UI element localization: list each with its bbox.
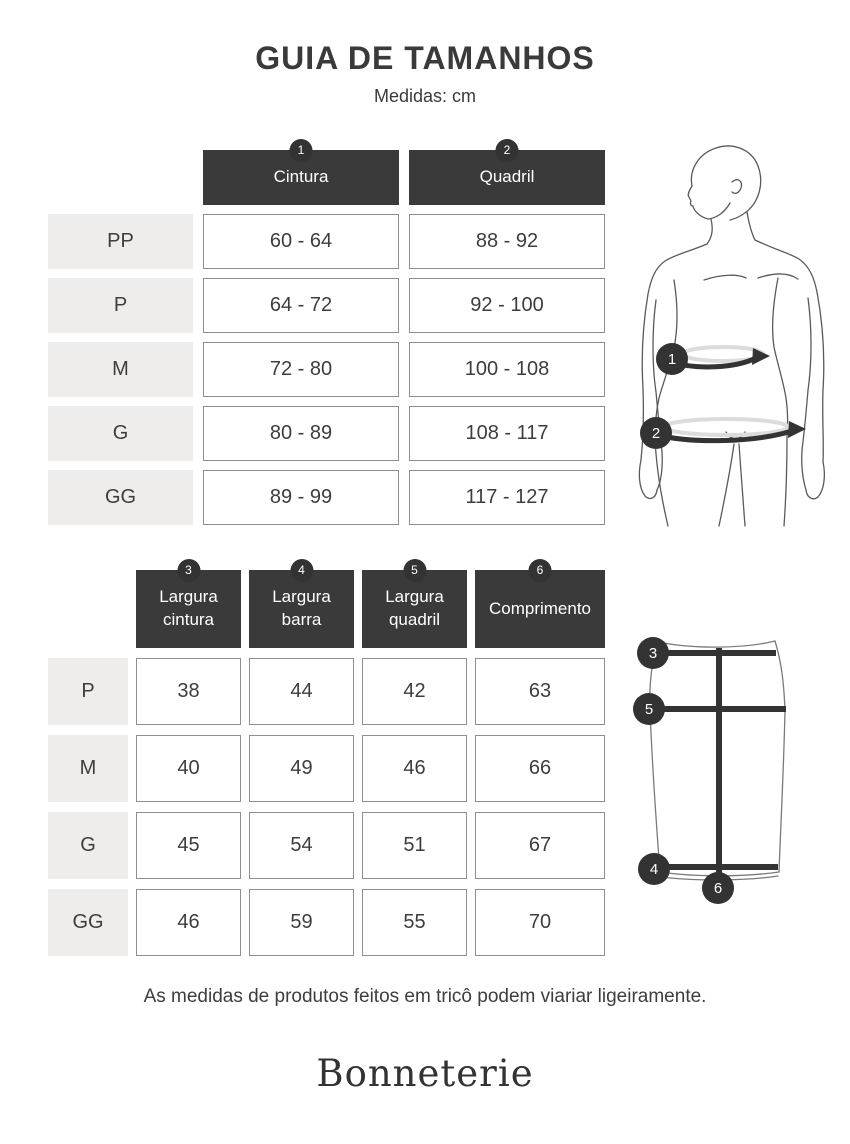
garment-measurements-table (48, 563, 605, 956)
marker-5-badge: 5 (403, 559, 426, 582)
table-cell: 46 (362, 735, 467, 802)
table-cell: 72 - 80 (203, 342, 399, 397)
column-header-quadril (409, 143, 605, 205)
table-cell: 40 (136, 735, 241, 802)
marker-3-badge: 3 (177, 559, 200, 582)
hip-marker-number: 2 (651, 425, 661, 442)
size-row-label: M (48, 735, 128, 802)
table-cell: 67 (475, 812, 605, 879)
column-header-label: Largura quadril (385, 587, 444, 629)
table-cell: 108 - 117 (409, 406, 605, 461)
skirt-figure-illustration (628, 618, 828, 914)
skirt-waist-marker-number: 3 (648, 645, 658, 662)
size-row-label: P (48, 658, 128, 725)
table-cell: 88 - 92 (409, 214, 605, 269)
table-cell: 55 (362, 889, 467, 956)
table-cell: 92 - 100 (409, 278, 605, 333)
column-header-comprimento (475, 563, 605, 648)
table-cell: 63 (475, 658, 605, 725)
size-row-label: M (48, 342, 193, 397)
column-header-largura-quadril (362, 563, 467, 648)
disclaimer-note: As medidas de produtos feitos em tricô podem viariar ligeiramente. (143, 986, 707, 1007)
table-cell: 59 (249, 889, 354, 956)
skirt-hem-marker-number: 4 (649, 861, 659, 878)
table-cell: 64 - 72 (203, 278, 399, 333)
table-cell: 46 (136, 889, 241, 956)
size-row-label: G (48, 812, 128, 879)
column-header-largura-cintura (136, 563, 241, 648)
size-row-label: GG (48, 889, 128, 956)
table-cell: 45 (136, 812, 241, 879)
size-row-label: G (48, 406, 193, 461)
table-cell: 49 (249, 735, 354, 802)
size-row-label: P (48, 278, 193, 333)
table-cell: 38 (136, 658, 241, 725)
waist-marker-number: 1 (667, 351, 677, 368)
column-header-cintura (203, 143, 399, 205)
column-header-label: Cintura (273, 167, 329, 187)
table-cell: 89 - 99 (203, 470, 399, 525)
column-header-label: Quadril (479, 167, 535, 187)
column-header-label: Largura barra (272, 587, 331, 629)
table-cell: 44 (249, 658, 354, 725)
table-corner-spacer (48, 150, 193, 205)
column-header-largura-barra (249, 563, 354, 648)
table-cell: 51 (362, 812, 467, 879)
table-cell: 54 (249, 812, 354, 879)
marker-4-badge: 4 (290, 559, 313, 582)
brand-logo: Bonneterie (316, 1052, 534, 1095)
table-cell: 80 - 89 (203, 406, 399, 461)
marker-2-badge: 2 (496, 139, 519, 162)
marker-1-badge: 1 (290, 139, 313, 162)
column-header-label: Comprimento (488, 598, 592, 618)
table-cell: 60 - 64 (203, 214, 399, 269)
size-row-label: PP (48, 214, 193, 269)
table-cell: 42 (362, 658, 467, 725)
table-cell: 100 - 108 (409, 342, 605, 397)
body-figure-illustration (626, 130, 850, 528)
table-cell: 66 (475, 735, 605, 802)
table-cell: 117 - 127 (409, 470, 605, 525)
size-row-label: GG (48, 470, 193, 525)
table-corner-spacer (48, 570, 128, 648)
skirt-hip-marker-number: 5 (644, 701, 654, 718)
skirt-length-marker-number: 6 (713, 880, 723, 897)
measure-unit-subtitle: Medidas: cm (373, 86, 477, 106)
body-measurements-table (48, 143, 605, 525)
marker-6-badge: 6 (529, 559, 552, 582)
table-cell: 70 (475, 889, 605, 956)
column-header-label: Largura cintura (159, 587, 218, 629)
page-title: GUIA DE TAMANHOS (255, 40, 595, 76)
